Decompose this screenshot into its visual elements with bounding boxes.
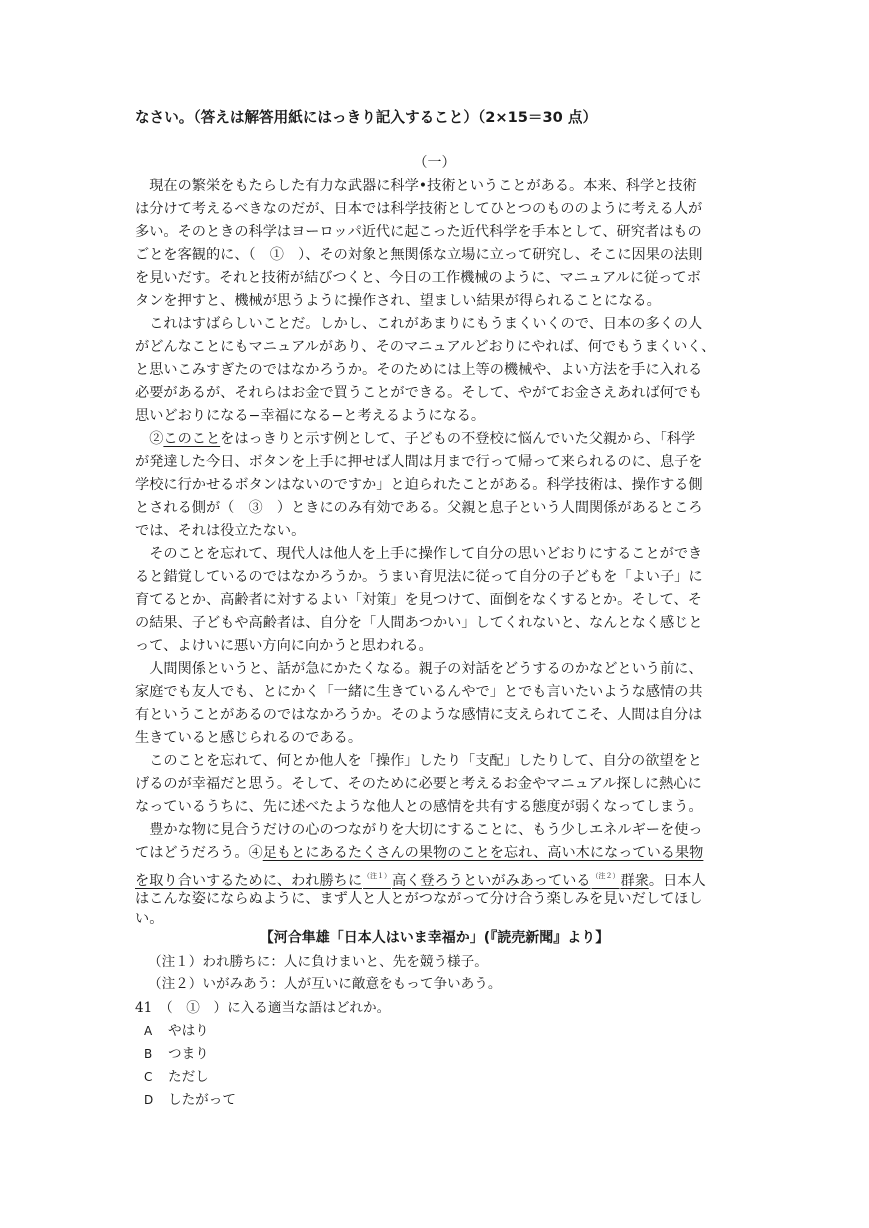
passage-line: 多い。そのときの科学はヨーロッパ近代に起こった近代科学を手本として、研究者はもの: [135, 224, 702, 240]
section-heading: （一）: [413, 155, 456, 171]
passage-line: ると錯覚しているのではなかろうか。うまい育児法に従って自分の子どもを「よい子」に: [135, 569, 703, 585]
question-number: 41: [135, 1000, 153, 1016]
passage-line: タンを押すと、機械が思うように操作され、望ましい結果が得られることになる。: [135, 293, 661, 309]
passage-line: は分けて考えるべきなのだが、日本では科学技術としてひとつのもののように考える人が: [135, 201, 703, 217]
underlined-phrase-2: このこと: [163, 431, 221, 447]
source-citation: 【河合隼雄「日本人はいま幸福か」(『読売新聞』より】: [259, 930, 610, 946]
passage-line: 思いどおりになる−幸福になる−と考えるようになる。: [135, 408, 486, 424]
footnote-2: （注２）いがみあう：人が互いに敵意をもって争いあう。: [148, 976, 502, 992]
passage-line: の結果、子どもや高齢者は、自分を「人間あつかい」してくれないと、なんとなく感じと: [135, 615, 703, 631]
passage-line: がどんなことにもマニュアルがあり、そのマニュアルどおりにやれば、何でもうまくいく、: [135, 339, 716, 355]
passage-line: ②このことをはっきりと示す例として、子どもの不登校に悩んでいた父親から、「科学: [149, 431, 696, 447]
passage-line: げるのが幸福だと思う。そして、そのために必要と考えるお金やマニュアル探しに熱心に: [135, 776, 702, 792]
question-41: [135, 996, 390, 1016]
passage-line: 人間関係というと、話が急にかたくなる。親子の対話をどうするのかなどという前に、: [149, 661, 703, 677]
option-c[interactable]: C ただし: [144, 1069, 209, 1085]
passage-line: と思いこみすぎたのではなかろうか。そのためには上等の機械や、よい方法を手に入れる: [135, 362, 703, 378]
passage-line: 現在の繁栄をもたらした有力な武器に科学•技術ということがある。本来、科学と技術: [149, 178, 697, 194]
passage-line: なっているうちに、先に述べたような他人との感情を共有する態度が弱くなってしまう。: [135, 799, 703, 815]
underlined-phrase-4-cont: を取り合いするために、われ勝ちに$^{(注1)}$高く登ろうといがみあっている$^{(注2)}$群衆: [135, 872, 649, 889]
passage-line: を取り合いするために、われ勝ちに$^{(注1)}$高く登ろうといがみあっている$^{(注2)}$群衆。日本人: [135, 872, 706, 889]
passage-line: 家庭でも友人でも、とにかく「一緒に生きているんやで」とでも言いたいような感情の共: [135, 684, 703, 700]
passage-line: 必要があるが、それらはお金で買うことができる。そして、やがてお金さえあれば何でも: [135, 385, 703, 401]
passage-line: これはすばらしいことだ。しかし、これがあまりにもうまくいくので、日本の多くの人: [149, 316, 703, 332]
passage-line: では、それは役立たない。: [135, 523, 306, 539]
passage-line: てはどうだろう。④足もとにあるたくさんの果物のことを忘れ、高い木になっている果物: [135, 845, 704, 861]
passage-line: を見いだす。それと技術が結びつくと、今日の工作機械のように、マニュアルに従ってボ: [135, 270, 701, 286]
option-d[interactable]: D したがって: [144, 1092, 236, 1108]
note-marker-1: （注１）: [363, 872, 392, 880]
option-b[interactable]: B つまり: [144, 1046, 209, 1062]
passage-line: とされる側が（ ③ ）ときにのみ有効である。父親と息子という人間関係があるところ: [135, 500, 703, 516]
passage-line: はこんな姿にならぬように、まず人と人とがつながって分け合う楽しみを見いだしてほし: [135, 891, 703, 907]
option-a[interactable]: A やはり: [144, 1023, 209, 1039]
passage-line: そのことを忘れて、現代人は他人を上手に操作して自分の思いどおりにすることができ: [149, 546, 703, 562]
passage-line: このことを忘れて、何とか他人を「操作」したり「支配」したりして、自分の欲望をと: [149, 753, 702, 769]
passage-line: 有ということがあるのではなかろうか。そのような感情に支えられてこそ、人間は自分は: [135, 707, 703, 723]
passage-line: 豊かな物に見合うだけの心のつながりを大切にすることに、もう少しエネルギーを使っ: [149, 822, 703, 838]
marker-2: ②: [149, 431, 164, 447]
passage-line: ごとを客観的に、（ ① ）、その対象と無関係な立場に立って研究し、そこに因果の法則: [135, 247, 703, 263]
note-marker-2: （注２）: [591, 872, 620, 880]
instruction-text: なさい。（答えは解答用紙にはっきり記入すること）（2×15＝30 点）: [135, 109, 598, 126]
underlined-phrase-4: 足もとにあるたくさんの果物のことを忘れ、高い木になっている果物: [262, 845, 704, 861]
passage-line: い。: [135, 911, 164, 927]
passage-line: って、よけいに悪い方向に向かうと思われる。: [135, 638, 433, 654]
passage-line: 育てるとか、高齢者に対するよい「対策」を見つけて、面倒をなくするとか。そして、そ: [135, 592, 702, 608]
passage-line: 学校に行かせるボタンはないのですか」と迫られたことがある。科学技術は、操作する側: [135, 477, 703, 493]
question-text: （ ① ）に入る適当な語はどれか。: [165, 1000, 391, 1016]
footnote-1: （注１）われ勝ちに：人に負けまいと、先を競う様子。: [148, 954, 488, 970]
passage-line: が発達した今日、ボタンを上手に押せば人間は月まで行って帰って来られるのに、息子を: [135, 454, 703, 470]
passage-line: 生きていると感じられるのである。: [135, 730, 363, 746]
